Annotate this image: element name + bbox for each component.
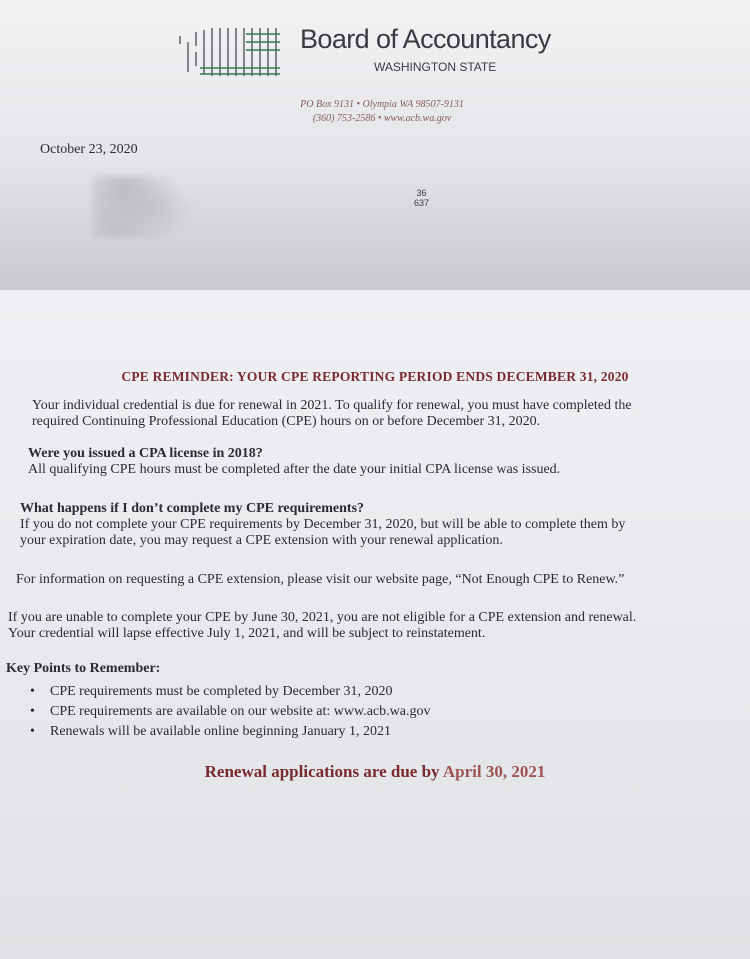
extension-info-paragraph: For information on requesting a CPE extension, please visit our website page, “Not Enough CPE to Renew.” bbox=[16, 572, 625, 587]
redacted-recipient-address bbox=[92, 176, 196, 238]
lapse-line-1: If you are unable to complete your CPE by June 30, 2021, you are not eligible for a CPE extension and renewal. bbox=[8, 610, 637, 625]
mailing-code-line-1: 36 bbox=[416, 188, 427, 198]
lapse-paragraph bbox=[8, 610, 746, 642]
key-point-item: • CPE requirements are available on our website at: www.acb.wa.gov bbox=[30, 702, 430, 722]
address-line-2: (360) 753-2586 • www.acb.wa.gov bbox=[312, 113, 452, 124]
intro-line-2: required Continuing Professional Education (CPE) hours on or before December 31, 2020. bbox=[32, 414, 541, 429]
question-2018: Were you issued a CPA license in 2018? bbox=[28, 446, 263, 461]
renewal-due-text: Renewal applications are due by bbox=[204, 762, 440, 781]
answer-2018: All qualifying CPE hours must be completed after the date your initial CPA license was issued. bbox=[28, 462, 561, 477]
key-point-item: • Renewals will be available online beginning January 1, 2021 bbox=[30, 722, 430, 742]
org-state: WASHINGTON STATE bbox=[374, 60, 497, 74]
section-incomplete-cpe bbox=[20, 501, 730, 549]
address-line-1: PO Box 9131 • Olympia WA 98507-9131 bbox=[300, 99, 464, 110]
section-2018 bbox=[28, 446, 708, 478]
key-point-item: • CPE requirements must be completed by December 31, 2020 bbox=[30, 682, 430, 702]
answer-incomplete-line-2: your expiration date, you may request a CPE extension with your renewal application. bbox=[20, 533, 503, 548]
renewal-due-notice bbox=[0, 762, 750, 782]
renewal-due-date: April 30, 2021 bbox=[442, 762, 546, 781]
intro-line-1: Your individual credential is due for renewal in 2021. To qualify for renewal, you must have completed the bbox=[32, 398, 632, 413]
mailing-code-line-2: 637 bbox=[414, 198, 430, 208]
key-points-title: Key Points to Remember: bbox=[6, 661, 161, 676]
key-points-list bbox=[30, 682, 430, 742]
cpe-reminder-headline: CPE REMINDER: YOUR CPE REPORTING PERIOD ENDS DECEMBER 31, 2020 bbox=[121, 369, 629, 384]
question-incomplete-cpe: What happens if I don’t complete my CPE requirements? bbox=[20, 501, 365, 516]
accountancy-logo-icon bbox=[176, 26, 288, 80]
intro-paragraph bbox=[32, 398, 712, 430]
letter-date: October 23, 2020 bbox=[40, 142, 138, 157]
lapse-line-2: Your credential will lapse effective July 1, 2021, and will be subject to reinstatement. bbox=[8, 626, 486, 641]
answer-incomplete-line-1: If you do not complete your CPE requirements by December 31, 2020, but will be able to complete them by bbox=[20, 517, 626, 532]
letter-top-fold bbox=[0, 0, 750, 288]
mailing-code bbox=[414, 188, 429, 208]
letterhead-address bbox=[252, 98, 512, 126]
org-name: Board of Accountancy bbox=[300, 24, 551, 54]
